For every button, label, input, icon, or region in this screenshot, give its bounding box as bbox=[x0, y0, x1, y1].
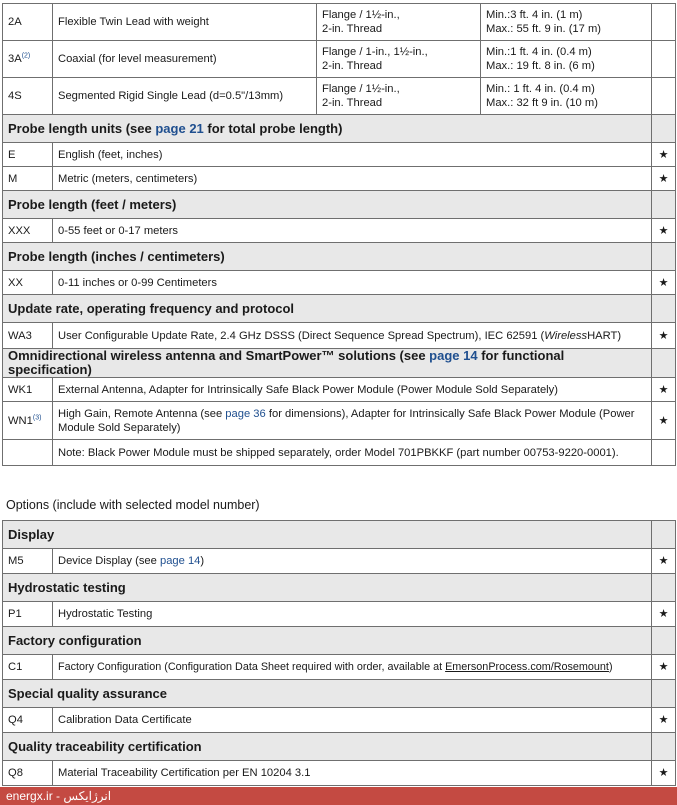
table-row bbox=[3, 143, 676, 167]
row-code: M bbox=[3, 167, 53, 191]
page-link[interactable]: page 21 bbox=[155, 120, 204, 136]
section-title: Update rate, operating frequency and protocol bbox=[3, 295, 652, 323]
section-title: Hydrostatic testing bbox=[3, 574, 652, 602]
desc-text: Wireless bbox=[544, 329, 588, 342]
section-title: Quality traceability certification bbox=[3, 733, 652, 761]
model-code-table bbox=[2, 3, 676, 466]
process-connection bbox=[317, 78, 481, 115]
options-table bbox=[2, 520, 676, 786]
note-text: Note: Black Power Module must be shipped separately, order Model 701PBKKF (part number 00753-9220-0001). bbox=[53, 440, 652, 466]
row-code: Q4 bbox=[3, 708, 53, 733]
standard-star-icon: ★ bbox=[652, 323, 676, 349]
table-row bbox=[3, 602, 676, 627]
row-description: Metric (meters, centimeters) bbox=[53, 167, 652, 191]
standard-star-icon: ★ bbox=[652, 655, 676, 680]
row-code: 2A bbox=[3, 4, 53, 41]
section-title bbox=[3, 349, 652, 378]
row-code: Q8 bbox=[3, 761, 53, 786]
empty-cell bbox=[652, 733, 676, 761]
section-header bbox=[3, 521, 676, 549]
process-connection bbox=[317, 4, 481, 41]
title-text: for total probe length) bbox=[203, 120, 343, 136]
section-header bbox=[3, 191, 676, 219]
empty-cell bbox=[652, 78, 676, 115]
standard-star-icon: ★ bbox=[652, 708, 676, 733]
row-description: Coaxial (for level measurement) bbox=[53, 41, 317, 78]
connection-line: Flange / 1-in., 1½-in., bbox=[322, 46, 428, 58]
length-line: Min.:3 ft. 4 in. (1 m) bbox=[486, 9, 583, 21]
row-code: E bbox=[3, 143, 53, 167]
table-row bbox=[3, 708, 676, 733]
empty-cell bbox=[652, 627, 676, 655]
desc-text: HART) bbox=[587, 329, 622, 342]
process-connection bbox=[317, 41, 481, 78]
row-description bbox=[53, 655, 652, 680]
empty-cell bbox=[652, 521, 676, 549]
section-header bbox=[3, 115, 676, 143]
row-description: Hydrostatic Testing bbox=[53, 602, 652, 627]
standard-star-icon: ★ bbox=[652, 143, 676, 167]
table-row bbox=[3, 761, 676, 786]
table-row bbox=[3, 41, 676, 78]
standard-star-icon: ★ bbox=[652, 761, 676, 786]
connection-line: 2-in. Thread bbox=[322, 97, 383, 109]
section-header bbox=[3, 349, 676, 378]
row-code: 4S bbox=[3, 78, 53, 115]
empty-cell bbox=[3, 440, 53, 466]
section-header bbox=[3, 243, 676, 271]
desc-text: High Gain, Remote Antenna (see bbox=[58, 407, 226, 420]
connection-line: 2-in. Thread bbox=[322, 60, 383, 72]
empty-cell bbox=[652, 41, 676, 78]
empty-cell bbox=[652, 4, 676, 41]
row-description: Flexible Twin Lead with weight bbox=[53, 4, 317, 41]
standard-star-icon: ★ bbox=[652, 219, 676, 243]
row-description: 0-55 feet or 0-17 meters bbox=[53, 219, 652, 243]
table-row bbox=[3, 323, 676, 349]
standard-star-icon: ★ bbox=[652, 167, 676, 191]
table-row bbox=[3, 378, 676, 402]
row-description bbox=[53, 549, 652, 574]
row-description: English (feet, inches) bbox=[53, 143, 652, 167]
standard-star-icon: ★ bbox=[652, 549, 676, 574]
page-link[interactable]: page 36 bbox=[225, 407, 266, 420]
table-row bbox=[3, 167, 676, 191]
length-line: Min.:1 ft. 4 in. (0.4 m) bbox=[486, 46, 592, 58]
empty-cell bbox=[652, 295, 676, 323]
table-row bbox=[3, 4, 676, 41]
length-line: Max.: 19 ft. 8 in. (6 m) bbox=[486, 60, 595, 72]
section-header bbox=[3, 627, 676, 655]
table-row bbox=[3, 219, 676, 243]
empty-cell bbox=[652, 243, 676, 271]
length-line: Min.: 1 ft. 4 in. (0.4 m) bbox=[486, 83, 595, 95]
row-code: XXX bbox=[3, 219, 53, 243]
section-title bbox=[3, 115, 652, 143]
desc-text: ) bbox=[200, 555, 205, 567]
desc-text: for dimensions), Adapter for Intrinsically Safe Black Power Module (Power Module Sold Separately) bbox=[58, 407, 635, 434]
table-row bbox=[3, 78, 676, 115]
table-row bbox=[3, 402, 676, 440]
page-link[interactable]: page 14 bbox=[429, 348, 478, 363]
desc-text: Factory Configuration (Configuration Data Sheet required with order, available at bbox=[58, 661, 446, 673]
standard-star-icon: ★ bbox=[652, 602, 676, 627]
section-header bbox=[3, 733, 676, 761]
section-title: Factory configuration bbox=[3, 627, 652, 655]
section-title: Display bbox=[3, 521, 652, 549]
desc-text: Device Display (see bbox=[58, 555, 160, 567]
row-description: External Antenna, Adapter for Intrinsically Safe Black Power Module (Power Module Sold Separately) bbox=[53, 378, 652, 402]
title-text: Omnidirectional wireless antenna and SmartPower™ solutions (see bbox=[8, 348, 430, 363]
standard-star-icon: ★ bbox=[652, 271, 676, 295]
connection-line: Flange / 1½-in., bbox=[322, 9, 400, 21]
row-code bbox=[3, 41, 53, 78]
section-title: Special quality assurance bbox=[3, 680, 652, 708]
length-line: Max.: 55 ft. 9 in. (17 m) bbox=[486, 23, 602, 35]
empty-cell bbox=[652, 680, 676, 708]
footer-separator: - bbox=[52, 789, 64, 803]
row-code: WA3 bbox=[3, 323, 53, 349]
website-link[interactable]: EmersonProcess.com/Rosemount bbox=[445, 661, 609, 673]
row-description: Calibration Data Certificate bbox=[53, 708, 652, 733]
connection-line: Flange / 1½-in., bbox=[322, 83, 400, 95]
footer-name: انرژایکس bbox=[63, 789, 112, 803]
table-row bbox=[3, 271, 676, 295]
options-title: Options (include with selected model number) bbox=[6, 498, 260, 512]
row-code: C1 bbox=[3, 655, 53, 680]
row-description: 0-11 inches or 0-99 Centimeters bbox=[53, 271, 652, 295]
page-link[interactable]: page 14 bbox=[159, 555, 201, 567]
probe-length-range bbox=[481, 41, 652, 78]
row-description: Material Traceability Certification per EN 10204 3.1 bbox=[53, 761, 652, 786]
row-code bbox=[3, 402, 53, 440]
length-line: Max.: 32 ft 9 in. (10 m) bbox=[486, 97, 598, 109]
empty-cell bbox=[652, 349, 676, 378]
standard-star-icon: ★ bbox=[652, 378, 676, 402]
table-row bbox=[3, 655, 676, 680]
empty-cell bbox=[652, 191, 676, 219]
section-title: Probe length (inches / centimeters) bbox=[3, 243, 652, 271]
probe-length-range bbox=[481, 4, 652, 41]
standard-star-icon: ★ bbox=[652, 402, 676, 440]
empty-cell bbox=[652, 115, 676, 143]
table-row bbox=[3, 549, 676, 574]
footnote-link[interactable]: (2) bbox=[21, 52, 31, 60]
row-description bbox=[53, 402, 652, 440]
title-text: Probe length units (see bbox=[8, 120, 156, 136]
desc-text: User Configurable Update Rate, 2.4 GHz DSSS (Direct Sequence Spread Spectrum), IEC 62591 ( bbox=[58, 329, 545, 342]
probe-length-range bbox=[481, 78, 652, 115]
row-code: M5 bbox=[3, 549, 53, 574]
row-code: XX bbox=[3, 271, 53, 295]
row-code: WK1 bbox=[3, 378, 53, 402]
row-description bbox=[53, 323, 652, 349]
section-title: Probe length (feet / meters) bbox=[3, 191, 652, 219]
connection-line: 2-in. Thread bbox=[322, 23, 383, 35]
footer-site: energx.ir bbox=[6, 789, 53, 803]
desc-text: ) bbox=[608, 661, 613, 673]
row-description: Segmented Rigid Single Lead (d=0.5"/13mm) bbox=[53, 78, 317, 115]
row-code: P1 bbox=[3, 602, 53, 627]
empty-cell bbox=[652, 440, 676, 466]
empty-cell bbox=[652, 574, 676, 602]
code-text: 3A bbox=[8, 53, 22, 65]
title-text: for functional specification) bbox=[8, 348, 565, 377]
section-header bbox=[3, 295, 676, 323]
footer-watermark bbox=[0, 787, 677, 805]
note-row bbox=[3, 440, 676, 466]
footnote-link[interactable]: (3) bbox=[32, 413, 42, 421]
section-header bbox=[3, 574, 676, 602]
section-header bbox=[3, 680, 676, 708]
code-text: WN1 bbox=[8, 414, 33, 427]
